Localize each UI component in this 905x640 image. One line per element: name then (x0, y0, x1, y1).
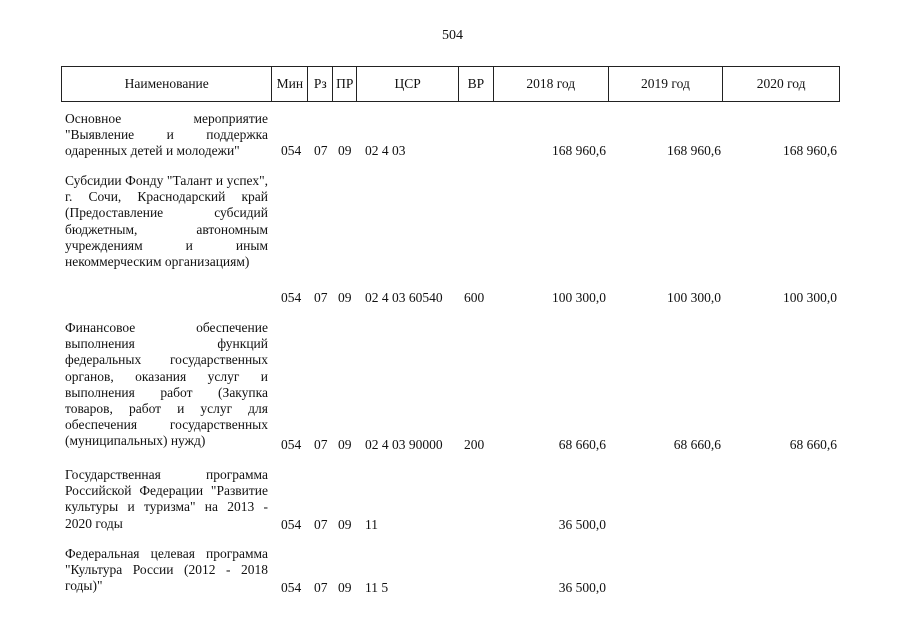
table-row (61, 467, 840, 535)
row-pr: 09 (338, 143, 352, 158)
header-2019: 2019 год (609, 67, 724, 101)
header-2020: 2020 год (756, 76, 806, 91)
row-vr: 600 (464, 290, 485, 305)
page-number: 504 (442, 28, 463, 43)
row-csr: 02 4 03 (365, 143, 406, 158)
header-vr: ВР (459, 67, 494, 101)
table-row (61, 546, 840, 598)
row-name: Основное мероприятие "Выявление и поддержка одаренных детей и молодежи" (65, 111, 268, 159)
header-min: Мин (272, 67, 308, 101)
header-pr: ПР (333, 67, 357, 101)
row-pr: 09 (338, 290, 352, 305)
row-name: Финансовое обеспечение выполнения функций федеральных государственных органов, оказания услуг и выполнения работ (Закупка товаров, работ и услуг для обеспечения государственных (муниципальных) нужд) (65, 320, 268, 449)
row-csr: 02 4 03 90000 (365, 437, 443, 452)
table-row (61, 111, 840, 163)
row-rz: 07 (314, 437, 328, 452)
row-rz: 07 (314, 580, 328, 595)
row-min: 054 (281, 437, 302, 452)
row-name: Государственная программа Российской Федерации "Развитие культуры и туризма" на 2013 - 2020 годы (65, 467, 268, 531)
row-2019: 100 300,0 (667, 290, 721, 305)
row-pr: 09 (338, 580, 352, 595)
header-csr: ЦСР (357, 67, 459, 101)
row-name: Субсидии Фонду "Талант и успех", г. Сочи, Краснодарский край (Предоставление субсидий бюджетным, автономным учреждениям и иным некоммерческим организациям) (65, 173, 268, 270)
header-rz: Рз (308, 67, 333, 101)
row-pr: 09 (338, 437, 352, 452)
row-pr: 09 (338, 517, 352, 532)
row-2018: 100 300,0 (552, 290, 606, 305)
row-rz: 07 (314, 290, 328, 305)
row-2020: 168 960,6 (783, 143, 837, 158)
row-2018: 168 960,6 (552, 143, 606, 158)
row-csr: 11 (365, 517, 378, 532)
row-csr: 11 5 (365, 580, 389, 595)
row-rz: 07 (314, 143, 328, 158)
row-min: 054 (281, 143, 302, 158)
row-min: 054 (281, 290, 302, 305)
row-rz: 07 (314, 517, 328, 532)
row-name: Федеральная целевая программа "Культура России (2012 - 2018 годы)" (65, 546, 268, 594)
row-csr: 02 4 03 60540 (365, 290, 443, 305)
row-2018: 68 660,6 (558, 437, 606, 452)
row-2020: 68 660,6 (789, 437, 837, 452)
row-2018: 36 500,0 (558, 580, 606, 595)
row-2018: 36 500,0 (558, 517, 606, 532)
row-2020: 100 300,0 (783, 290, 837, 305)
header-2018: 2018 год (494, 67, 609, 101)
table-row (61, 173, 840, 309)
row-2019: 68 660,6 (673, 437, 721, 452)
table-header (61, 66, 840, 102)
row-2019: 168 960,6 (667, 143, 721, 158)
row-vr: 200 (464, 437, 485, 452)
table-row (61, 320, 840, 457)
header-name: Наименование (62, 67, 272, 101)
row-min: 054 (281, 517, 302, 532)
row-min: 054 (281, 580, 302, 595)
